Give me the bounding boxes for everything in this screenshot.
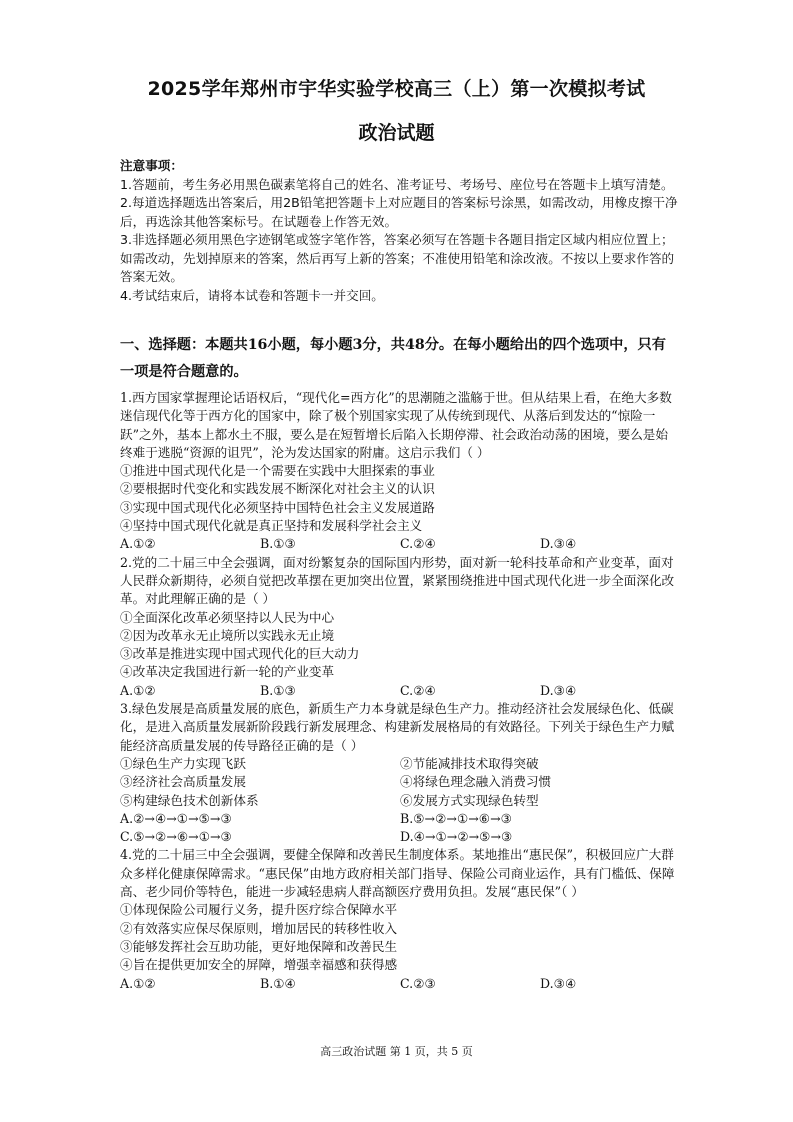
question-3 (120, 700, 680, 846)
statement: ②有效落实应保尽保原则，增加居民的转移性收入 (120, 920, 398, 936)
option-b: B.①③ (260, 536, 296, 552)
statement: ①体现保险公司履行义务，提升医疗综合保障水平 (120, 902, 398, 918)
option-d: D.③④ (540, 975, 577, 991)
page-footer: 高三政治试题 第 1 页，共 5 页 (320, 1045, 473, 1058)
option-d: D.④→①→②→⑤→③ (400, 829, 513, 845)
answer-options (120, 828, 680, 846)
option-a: A.②→④→①→⑤→③ (120, 810, 232, 826)
statement: ④将绿色理念融入消费习惯 (400, 774, 552, 790)
statement: ①全面深化改革必须坚持以人民为中心 (120, 609, 335, 625)
answer-options (120, 810, 680, 828)
option-c: C.②④ (400, 536, 436, 552)
option-d: D.③④ (540, 682, 577, 698)
question-stem: 4.党的二十届三中全会强调，要健全保障和改善民生制度体系。某地推出“惠民保”，积极回应广大群众多样化健康保障需求。“惠民保”由地方政府相关部门指导、保险公司商业运作，具有门槛低、保障高、老少同价等特色，能进一步减轻患病人群高额医疗费用负担。发展“惠民保”（ ） (120, 847, 675, 900)
statement-row (120, 773, 680, 791)
statement: ⑤构建绿色技术创新体系 (120, 792, 259, 808)
statement-row (120, 755, 680, 773)
notice-item: 1.答题前，考生务必用黑色碳素笔将自己的姓名、准考证号、考场号、座位号在答题卡上填写清楚。 (120, 176, 674, 192)
section-heading: 一、选择题：本题共16小题，每小题3分，共48分。在每小题给出的四个选项中，只有一项是符合题意的。 (120, 337, 666, 380)
question-list (120, 389, 680, 993)
statement: ⑥发展方式实现绿色转型 (400, 792, 539, 808)
option-a: A.①② (120, 682, 156, 698)
answer-options (120, 535, 680, 553)
notice-item: 3.非选择题必须用黑色字迹钢笔或签字笔作答，答案必须写在答题卡各题目指定区域内相应位置上；如需改动，先划掉原来的答案，然后再写上新的答案；不准使用铅笔和涂改液。不按以上要求作答的答案无效。 (120, 232, 675, 284)
answer-options (120, 975, 680, 993)
option-b: B.①④ (260, 975, 296, 991)
notice-item: 4.考试结束后，请将本试卷和答题卡一并交回。 (120, 287, 384, 303)
statement: ④旨在提供更加安全的屏障，增强幸福感和获得感 (120, 957, 398, 973)
notice-heading: 注意事项： (120, 158, 183, 173)
option-d: D.③④ (540, 536, 577, 552)
statement: ③改革是推进实现中国式现代化的巨大动力 (120, 646, 360, 662)
option-c: C.⑤→②→⑥→①→③ (120, 829, 232, 845)
option-a: A.①② (120, 975, 156, 991)
option-a: A.①② (120, 536, 156, 552)
statement: ①绿色生产力实现飞跃 (120, 755, 246, 771)
question-1 (120, 389, 680, 554)
option-c: C.②④ (400, 682, 436, 698)
statement: ②节能减排技术取得突破 (400, 755, 539, 771)
statement: ④改革决定我国进行新一轮的产业变革 (120, 664, 335, 680)
option-b: B.⑤→②→①→⑥→③ (400, 810, 512, 826)
statement: ②因为改革永无止境所以实践永无止境 (120, 627, 335, 643)
option-b: B.①③ (260, 682, 296, 698)
question-2 (120, 554, 680, 700)
statement: ①推进中国式现代化是一个需要在实践中大胆探索的事业 (120, 463, 435, 479)
statement: ③经济社会高质量发展 (120, 774, 246, 790)
statement-row (120, 792, 680, 810)
notice-block (120, 157, 680, 305)
question-stem: 3.绿色发展是高质量发展的底色，新质生产力本身就是绿色生产力。推动经济社会发展绿色化、低碳化，是进入高质量发展新阶段践行新发展理念、构建新发展格局的有效路径。下列关于绿色生产力赋能经济高质量发展的传导路径正确的是（ ） (120, 701, 675, 753)
statement: ②要根据时代变化和实践发展不断深化对社会主义的认识 (120, 481, 435, 497)
exam-title: 2025学年郑州市宇华实验学校高三（上）第一次模拟考试 (147, 78, 646, 100)
option-c: C.②③ (400, 975, 436, 991)
question-stem: 1.西方国家掌握理论话语权后，“现代化=西方化”的思潮随之滥觞于世。但从结果上看，在绝大多数迷信现代化等于西方化的国家中，除了极个别国家实现了从传统到现代、从落后到发达的“惊险一跃”之外，基本上都水土不服，要么是在短暂增长后陷入长期停滞、社会政治动荡的困境，要么是始终难于逃脱“资源的诅咒”，沦为发达国家的附庸。这启示我们（ ） (120, 390, 672, 460)
exam-subject: 政治试题 (358, 122, 435, 144)
notice-item: 2.每道选择题选出答案后，用2B铅笔把答题卡上对应题目的答案标号涂黑，如需改动，用橡皮擦干净后，再选涂其他答案标号。在试题卷上作答无效。 (120, 195, 678, 229)
statement: ③能够发挥社会互助功能，更好地保障和改善民生 (120, 938, 398, 954)
question-stem: 2.党的二十届三中全会强调，面对纷繁复杂的国际国内形势，面对新一轮科技革命和产业变革，面对人民群众新期待，必须自觉把改革摆在更加突出位置，紧紧围绕推进中国式现代化进一步全面深化改革。对此理解正确的是（ ） (120, 554, 675, 607)
question-4 (120, 846, 680, 992)
statement: ③实现中国式现代化必须坚持中国特色社会主义发展道路 (120, 499, 435, 515)
statement: ④坚持中国式现代化就是真正坚持和发展科学社会主义 (120, 518, 423, 534)
answer-options (120, 682, 680, 700)
